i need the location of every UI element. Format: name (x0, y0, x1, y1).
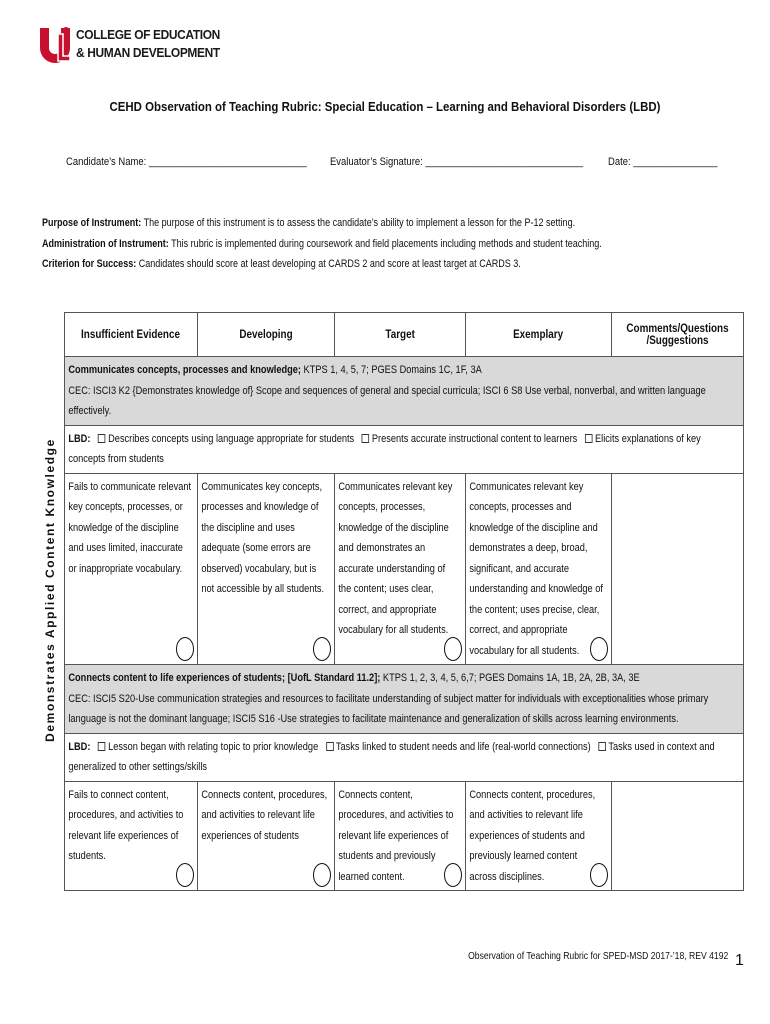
purpose-statement (42, 217, 575, 229)
table-header-row (65, 313, 744, 357)
section2-exemplary-cell: Connects content, procedures, and activities to relevant life experiences of students and previously learned content across disciplines. (466, 781, 612, 891)
side-label-text: Demonstrates Applied Content Knowledge (43, 438, 57, 742)
document-title: CEHD Observation of Teaching Rubric: Special Education – Learning and Behavioral Disorders (LBD) (109, 99, 661, 114)
side-label (35, 355, 65, 825)
administration-statement (42, 238, 602, 250)
section1-levels-row (65, 473, 744, 665)
purpose-label: Purpose of Instrument: (42, 217, 142, 229)
score-circle[interactable] (444, 863, 462, 887)
section2-comments-cell[interactable] (612, 781, 744, 891)
section2-insufficient-cell: Fails to connect content, procedures, and activities to relevant life experiences of students. (65, 781, 198, 891)
criterion-label: Criterion for Success: (42, 258, 137, 270)
criterion-statement (42, 258, 521, 270)
score-circle[interactable] (176, 863, 194, 887)
college-name-line2: & HUMAN DEVELOPMENT (76, 45, 220, 60)
section1-heading-row (65, 357, 744, 426)
score-circle[interactable] (444, 637, 462, 661)
college-name-line1: COLLEGE OF EDUCATION (76, 27, 220, 42)
purpose-text: The purpose of this instrument is to assess the candidate’s ability to implement a lesson for the P-12 setting. (141, 217, 576, 229)
section1-heading: Communicates concepts, processes and knowledge; (68, 364, 301, 376)
col-insufficient: Insufficient Evidence (65, 313, 198, 357)
col-comments: Comments/Questions /Suggestions (612, 313, 744, 357)
col-exemplary: Exemplary (466, 313, 612, 357)
section1-target-cell: Communicates relevant key concepts, processes, knowledge of the discipline and demonstrates an accurate understanding of the content; uses clear, correct, and appropriate vocabulary for all students. (335, 473, 466, 665)
footer-text: Observation of Teaching Rubric for SPED-MSD 2017-’18, REV 4192 (467, 950, 728, 962)
section1-lbd-label: LBD: (68, 432, 91, 445)
section1-insufficient-cell: Fails to communicate relevant key concepts, processes, or knowledge of the discipline and uses limited, inaccurate or inappropriate vocabulary. (65, 473, 198, 665)
score-circle[interactable] (313, 637, 331, 661)
section2-lbd-row (65, 733, 744, 781)
section2-target-cell: Connects content, procedures, and activities to relevant life experiences of students and previously learned content. (335, 781, 466, 891)
section2-lbd-item: Tasks linked to student needs and life (real-world connections) (335, 740, 591, 753)
score-circle[interactable] (176, 637, 194, 661)
section1-exemplary-cell: Communicates relevant key concepts, processes and knowledge of the discipline and demonstrates a deep, broad, significant, and accurate understanding and knowledge of the content; uses precise, clear, correct, and appropriate vocabulary for all students. (466, 473, 612, 665)
section1-comments-cell[interactable] (612, 473, 744, 665)
section1-lbd-item: Presents accurate instructional content to learners (371, 432, 578, 445)
checkbox[interactable] (585, 434, 593, 443)
administration-text: This rubric is implemented during coursework and field placements including methods and student teaching. (168, 238, 602, 250)
section1-heading-rest: KTPS 1, 4, 5, 7; PGES Domains 1C, 1F, 3A (300, 364, 482, 376)
section1-lbd-item: Elicits explanations of key concepts from students (68, 432, 701, 465)
checkbox[interactable] (362, 434, 370, 443)
section1-lbd-row (65, 425, 744, 473)
section2-lbd-item: Lesson began with relating topic to prior knowledge (108, 740, 319, 753)
section2-heading: Connects content to life experiences of students; [UofL Standard 11.2]; (68, 672, 381, 684)
section2-lbd-item: Tasks used in context and generalized to other settings/skills (68, 740, 715, 773)
section2-heading-rest: KTPS 1, 2, 3, 4, 5, 6,7; PGES Domains 1A, 1B, 2A, 2B, 3A, 3E (380, 672, 640, 684)
administration-label: Administration of Instrument: (42, 238, 169, 250)
college-logo (38, 24, 220, 68)
section2-heading-row (65, 665, 744, 734)
section2-developing-cell: Connects content, procedures, and activities to relevant life experiences of students (198, 781, 335, 891)
col-target: Target (335, 313, 466, 357)
evaluator-signature-field[interactable]: Evaluator’s Signature: ______________________________ (330, 156, 584, 168)
section1-cec: CEC: ISCI3 K2 {Demonstrates knowledge of} Scope and sequences of general and special curricula; ISCI 6 S8 Use verbal, nonverbal, and written language effectively. (68, 384, 706, 417)
section2-cec: CEC: ISCI5 S20-Use communication strategies and resources to facilitate understanding of subject matter for individuals with exceptionalities whose primary language is not the dominant language; ISCI5 S16 -Use strategies to facilitate maintenance and generalization of skills across learning environments. (68, 692, 709, 725)
rubric-table (64, 312, 744, 891)
section1-lbd-item: Describes concepts using language appropriate for students (108, 432, 355, 445)
date-field[interactable]: Date: ________________ (608, 156, 718, 168)
section1-developing-cell: Communicates key concepts, processes and knowledge of the discipline and uses adequate (some errors are observed) vocabulary, but is not accessible by all students. (198, 473, 335, 665)
score-circle[interactable] (590, 637, 608, 661)
checkbox[interactable] (98, 434, 106, 443)
checkbox[interactable] (98, 742, 106, 751)
uofl-logo-icon (38, 24, 72, 64)
page-number: 1 (735, 952, 744, 969)
section2-lbd-label: LBD: (68, 740, 91, 753)
col-developing: Developing (198, 313, 335, 357)
score-circle[interactable] (313, 863, 331, 887)
checkbox[interactable] (598, 742, 606, 751)
criterion-text: Candidates should score at least developing at CARDS 2 and score at least target at CARDS 3. (136, 258, 521, 270)
college-name (76, 26, 220, 62)
checkbox[interactable] (326, 742, 334, 751)
section2-levels-row (65, 781, 744, 891)
score-circle[interactable] (590, 863, 608, 887)
candidate-name-field[interactable]: Candidate’s Name: ______________________________ (66, 156, 307, 168)
